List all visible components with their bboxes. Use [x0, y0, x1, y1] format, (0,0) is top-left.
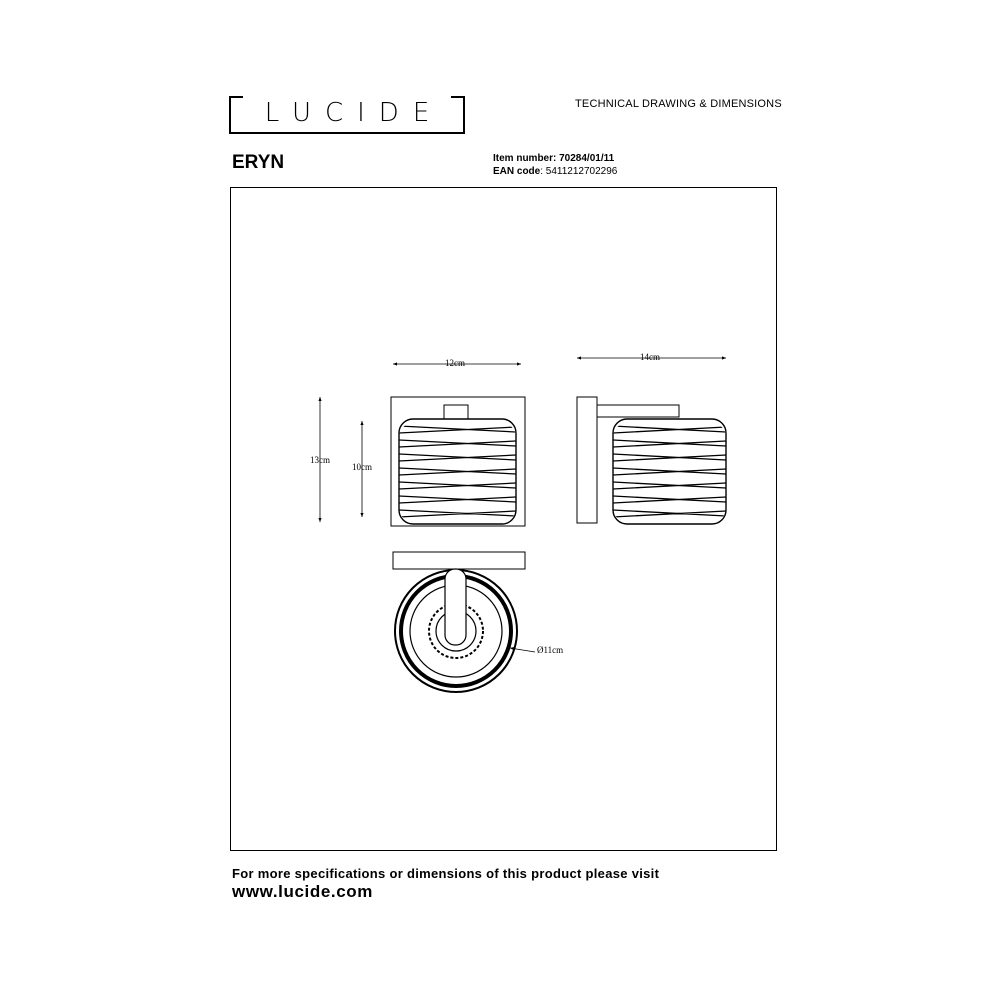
dim-side-depth: 14cm	[640, 352, 660, 362]
dim-base-diameter: Ø11cm	[537, 645, 564, 655]
item-number-label: Item number	[493, 153, 554, 164]
dim-total-height: 13cm	[310, 455, 330, 465]
dim-shade-height: 10cm	[352, 462, 372, 472]
product-name: ERYN	[232, 152, 285, 173]
side-view	[577, 397, 726, 524]
footer-info-text: For more specifications or dimensions of this product please visit	[232, 866, 660, 881]
item-number-value: : 70284/01/11	[553, 153, 615, 164]
footer-website-link[interactable]: www.lucide.com	[232, 882, 373, 901]
front-view	[391, 397, 525, 526]
ean-code-label: EAN code	[493, 166, 541, 177]
logo-text: LUCIDE	[264, 98, 444, 128]
document-heading: TECHNICAL DRAWING & DIMENSIONS	[575, 98, 782, 110]
top-arm	[445, 569, 466, 645]
dim-front-width: 12cm	[445, 358, 465, 368]
side-arm	[597, 405, 679, 417]
front-mount-cap	[444, 405, 468, 419]
ean-code-value: : 5411212702296	[540, 166, 618, 177]
top-wall-plate	[393, 552, 525, 569]
side-wall-plate	[577, 397, 597, 523]
top-view	[393, 552, 535, 692]
